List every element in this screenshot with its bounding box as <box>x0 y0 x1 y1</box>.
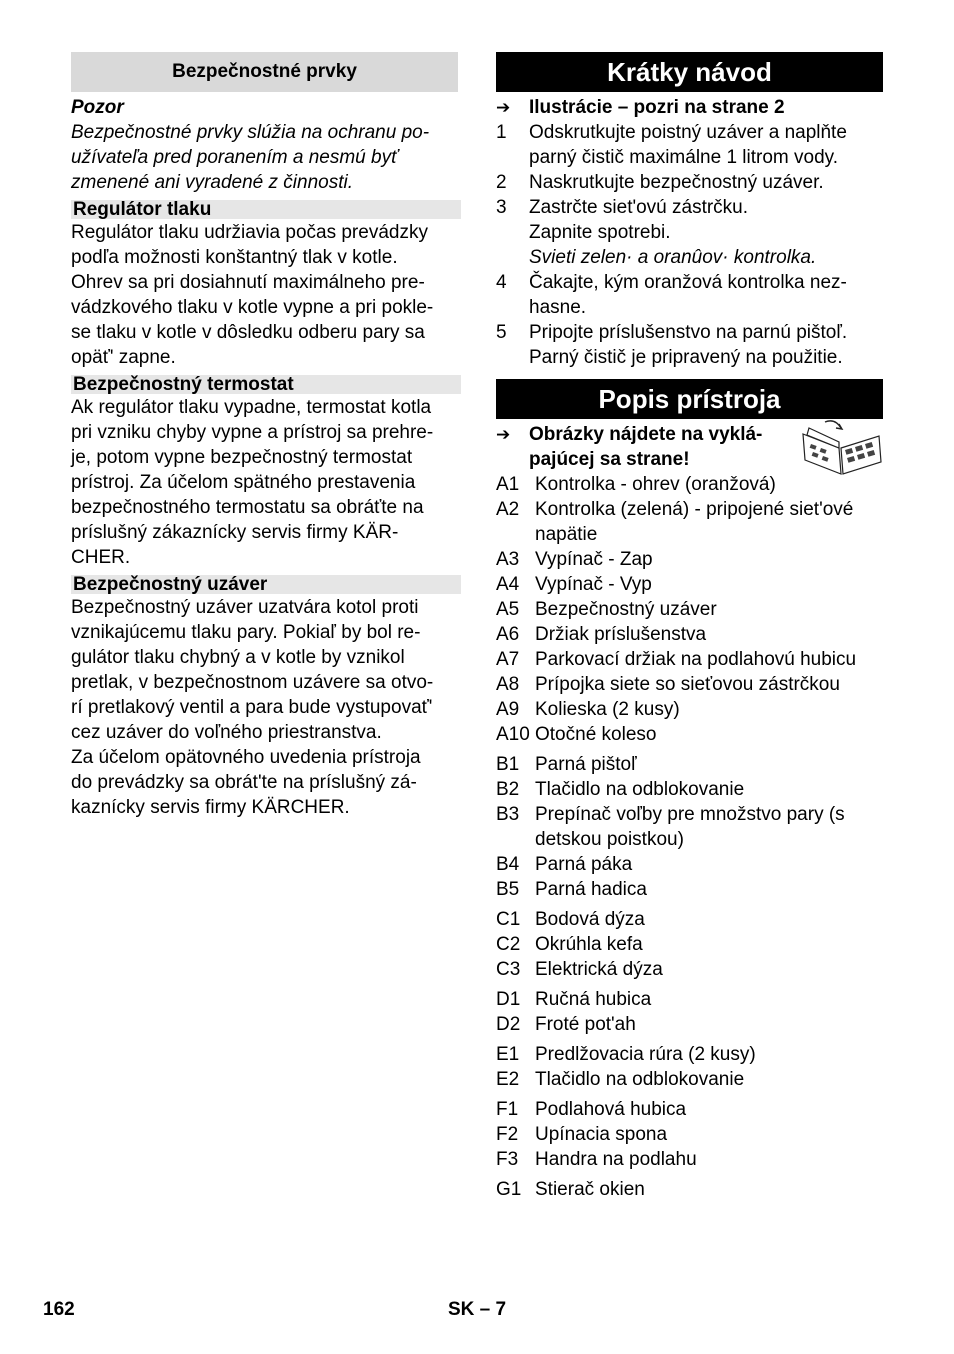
part-item <box>496 802 884 852</box>
foldout-book-icon <box>801 418 883 476</box>
part-item <box>496 1122 884 1147</box>
part-item <box>496 497 884 547</box>
part-name <box>535 1042 756 1067</box>
part-code: F3 <box>496 1149 519 1170</box>
step-line: Pripojte príslušenstvo na parnú pištoľ. <box>529 322 848 343</box>
part-item <box>496 697 884 722</box>
part-name-line: Držiak príslušenstva <box>535 624 707 645</box>
part-name-line: Parná hadica <box>535 879 647 900</box>
part-item <box>496 852 884 877</box>
part-code: B3 <box>496 804 520 825</box>
part-name-line: Tlačidlo na odblokovanie <box>535 1069 745 1090</box>
step-number: 2 <box>496 172 507 193</box>
part-name <box>535 852 632 877</box>
part-code: B4 <box>496 854 520 875</box>
caution-label: Pozor <box>71 97 124 118</box>
body-line: prístroj. Za účelom spätného prestavenia <box>71 472 416 493</box>
quick-guide-heading: Krátky návod <box>496 52 883 92</box>
step-line: parný čistič maximálne 1 litrom vody. <box>529 147 839 168</box>
body-line: pretlak, v bezpečnostnom uzávere sa otvo- <box>71 672 434 693</box>
part-name-line: Prepínač voľby pre množstvo pary (s <box>535 804 845 825</box>
part-name-line: Kontrolka (zelená) - pripojené siet'ové <box>535 499 854 520</box>
quick-step <box>496 120 884 170</box>
caution-text <box>71 120 461 195</box>
part-name-line: detskou poistkou) <box>535 829 684 850</box>
part-name <box>535 877 647 902</box>
step-line: Čakajte, kým oranžová kontrolka nez- <box>529 272 847 293</box>
part-name <box>535 497 853 547</box>
part-code: D1 <box>496 989 521 1010</box>
step-line: Zapnite spotrebi. <box>529 222 671 243</box>
part-name-line: Predlžovacia rúra (2 kusy) <box>535 1044 756 1065</box>
body-line: opäť' zapne. <box>71 347 176 368</box>
part-name <box>535 547 653 572</box>
part-name-line: Tlačidlo na odblokovanie <box>535 779 745 800</box>
arrow-icon: ➔ <box>496 425 511 444</box>
part-name-line: Okrúhla kefa <box>535 934 643 955</box>
body-line: príslušný zákaznícky servis firmy KÄR- <box>71 522 399 543</box>
desc-note-text <box>529 422 762 472</box>
part-code: E2 <box>496 1069 520 1090</box>
part-code: A2 <box>496 499 520 520</box>
part-item <box>496 1042 884 1067</box>
page-number: 162 <box>43 1299 75 1320</box>
part-code: A6 <box>496 624 520 645</box>
part-name-line: Podlahová hubica <box>535 1099 687 1120</box>
part-name-line: Kolieska (2 kusy) <box>535 699 680 720</box>
step-number: 5 <box>496 322 507 343</box>
part-code: E1 <box>496 1044 520 1065</box>
part-name <box>535 1122 667 1147</box>
part-code: C2 <box>496 934 521 955</box>
body-line: do prevádzky sa obrát'te na príslušný zá- <box>71 772 417 793</box>
quick-note-text: Ilustrácie – pozri na strane 2 <box>529 97 785 118</box>
part-name-line: Otočné koleso <box>535 724 657 745</box>
caution-line: Bezpečnostné prvky slúžia na ochranu po- <box>71 122 430 143</box>
step-note-line: Svieti zelen· a oranûov· kontrolka. <box>529 247 817 268</box>
body-line: cez uzáver do voľného priestranstva. <box>71 722 382 743</box>
part-item <box>496 907 884 932</box>
step-line: hasne. <box>529 297 587 318</box>
part-item <box>496 932 884 957</box>
part-code: C3 <box>496 959 521 980</box>
part-name-line: Vypínač - Vyp <box>535 574 652 595</box>
part-item <box>496 1012 884 1037</box>
part-name <box>535 802 845 852</box>
part-code: A3 <box>496 549 520 570</box>
part-item <box>496 547 884 572</box>
part-code: A8 <box>496 674 520 695</box>
desc-note-line: Obrázky nájdete na vyklá- <box>529 424 763 445</box>
step-number: 3 <box>496 197 507 218</box>
body-line: rí pretlakový ventil a para bude vystupovať' <box>71 697 433 718</box>
part-name <box>535 957 663 982</box>
part-name <box>535 1147 697 1172</box>
quick-step <box>496 320 884 370</box>
body-line: bezpečnostného termostatu sa obráťte na <box>71 497 424 518</box>
part-name-line: Upínacia spona <box>535 1124 668 1145</box>
part-name-line: Prípojka siete so sieťovou zástrčkou <box>535 674 840 695</box>
body-line: vznikajúcemu tlaku pary. Pokiaľ by bol re- <box>71 622 421 643</box>
left-sections <box>71 200 461 820</box>
step-text <box>529 195 816 270</box>
subsection-heading: Bezpečnostný termostat <box>71 375 461 394</box>
step-number: 1 <box>496 122 507 143</box>
part-name <box>535 697 680 722</box>
part-item <box>496 1147 884 1172</box>
part-name <box>535 722 656 747</box>
part-name-line: Bodová dýza <box>535 909 645 930</box>
body-line: Ohrev sa pri dosiahnutí maximálneho pre- <box>71 272 425 293</box>
part-name <box>535 1097 686 1122</box>
body-line: Ak regulátor tlaku vypadne, termostat kotla <box>71 397 432 418</box>
device-description-heading: Popis prístroja <box>496 379 883 419</box>
part-name <box>535 1177 645 1202</box>
part-name <box>535 1012 636 1037</box>
step-line: Zastrčte siet'ovú zástrčku. <box>529 197 749 218</box>
body-line: Za účelom opätovného uvedenia prístroja <box>71 747 421 768</box>
part-name-line: Froté pot'ah <box>535 1014 636 1035</box>
part-name <box>535 987 651 1012</box>
part-name-line: Handra na podlahu <box>535 1149 697 1170</box>
body-line: se tlaku v kotle v dôsledku odberu pary sa <box>71 322 425 343</box>
page-identifier: SK – 7 <box>448 1299 507 1320</box>
part-item <box>496 647 884 672</box>
caution-line: užívateľa pred poranením a nesmú byť <box>71 147 398 168</box>
step-line: Odskrutkujte poistný uzáver a naplňte <box>529 122 847 143</box>
part-item <box>496 722 884 747</box>
step-line: Parný čistič je pripravený na použitie. <box>529 347 843 368</box>
part-name <box>535 572 652 597</box>
part-code: F2 <box>496 1124 519 1145</box>
part-item <box>496 987 884 1012</box>
part-name-line: Parkovací držiak na podlahovú hubicu <box>535 649 857 670</box>
step-text <box>529 120 847 170</box>
body-line: CHER. <box>71 547 131 568</box>
step-text <box>529 170 824 195</box>
right-column <box>496 52 884 1202</box>
part-name-line: Parná páka <box>535 854 633 875</box>
quick-note <box>496 95 884 120</box>
body-line: podľa možnosti konštantný tlak v kotle. <box>71 247 398 268</box>
part-name-line: Stierač okien <box>535 1179 645 1200</box>
part-code: A9 <box>496 699 520 720</box>
part-name <box>535 647 856 672</box>
quick-step <box>496 270 884 320</box>
part-item <box>496 1177 884 1202</box>
step-text <box>529 270 847 320</box>
part-code: B5 <box>496 879 520 900</box>
quick-steps <box>496 120 884 370</box>
part-item <box>496 877 884 902</box>
part-item <box>496 1067 884 1092</box>
part-item <box>496 572 884 597</box>
subsection-heading: Bezpečnostný uzáver <box>71 575 461 594</box>
part-item <box>496 752 884 777</box>
quick-step <box>496 170 884 195</box>
part-name <box>535 752 637 777</box>
arrow-icon: ➔ <box>496 98 511 117</box>
part-name <box>535 907 645 932</box>
part-code: F1 <box>496 1099 519 1120</box>
part-name <box>535 472 776 497</box>
part-item <box>496 622 884 647</box>
part-code: A7 <box>496 649 520 670</box>
step-line: Naskrutkujte bezpečnostný uzáver. <box>529 172 824 193</box>
part-name-line: napätie <box>535 524 598 545</box>
part-name <box>535 932 643 957</box>
body-line: gulátor tlaku chybný a v kotle by vznikol <box>71 647 405 668</box>
part-name-line: Kontrolka - ohrev (oranžová) <box>535 474 776 495</box>
part-name-line: Parná pištoľ <box>535 754 637 775</box>
part-name <box>535 622 706 647</box>
body-line: Bezpečnostný uzáver uzatvára kotol proti <box>71 597 419 618</box>
part-item <box>496 597 884 622</box>
part-code: D2 <box>496 1014 521 1035</box>
body-line: vádzkového tlaku v kotle vypne a pri pokle- <box>71 297 434 318</box>
step-number: 4 <box>496 272 507 293</box>
part-name-line: Vypínač - Zap <box>535 549 653 570</box>
part-item <box>496 1097 884 1122</box>
left-column <box>71 52 461 820</box>
part-code: A10 <box>496 724 530 745</box>
part-name <box>535 777 744 802</box>
part-code: A4 <box>496 574 520 595</box>
body-line: Regulátor tlaku udržiavia počas prevádzky <box>71 222 428 243</box>
body-line: pri vzniku chyby vypne a prístroj sa prehre- <box>71 422 434 443</box>
body-line: je, potom vypne bezpečnostný termostat <box>71 447 413 468</box>
part-code: G1 <box>496 1179 522 1200</box>
part-code: A5 <box>496 599 520 620</box>
desc-note-line: pajúcej sa strane! <box>529 449 690 470</box>
part-name-line: Elektrická dýza <box>535 959 663 980</box>
caution-line: zmenené ani vyradené z činnosti. <box>71 172 353 193</box>
part-code: A1 <box>496 474 520 495</box>
section-heading-safety: Bezpečnostné prvky <box>71 52 458 92</box>
part-name-line: Bezpečnostný uzáver <box>535 599 717 620</box>
step-text <box>529 320 847 370</box>
part-name <box>535 1067 744 1092</box>
part-name-line: Ručná hubica <box>535 989 652 1010</box>
part-item <box>496 957 884 982</box>
part-code: B1 <box>496 754 520 775</box>
desc-note <box>496 422 884 472</box>
desc-groups <box>496 472 884 1202</box>
part-name <box>535 597 717 622</box>
part-item <box>496 777 884 802</box>
part-code: C1 <box>496 909 521 930</box>
body-line: kaznícky servis firmy KÄRCHER. <box>71 797 350 818</box>
part-item <box>496 672 884 697</box>
part-code: B2 <box>496 779 520 800</box>
part-name <box>535 672 840 697</box>
quick-step <box>496 195 884 270</box>
subsection-heading: Regulátor tlaku <box>71 200 461 219</box>
